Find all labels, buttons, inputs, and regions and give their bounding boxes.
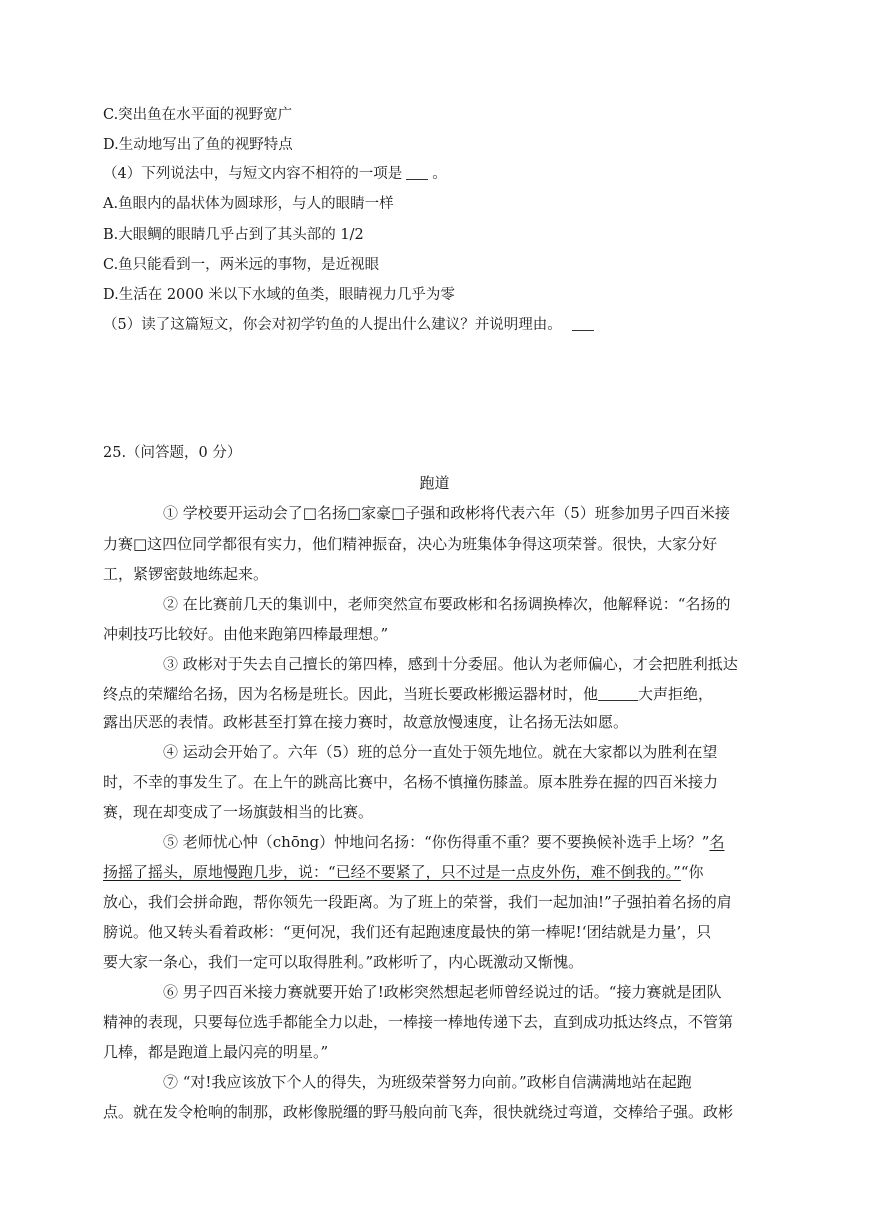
underlined-sentence: 扬摇了摇头，原地慢跑几步，说：“已经不要紧了，只不过是一点皮外伤，难不倒我的。” <box>103 863 681 881</box>
paragraph-7-line-1: ⑦ “对!我应该放下个人的得失，为班级荣誉努力向前。”政彬自信满满地站在起跑 <box>163 1073 692 1091</box>
paragraph-1-line-3: 工，紧锣密鼓地练起来。 <box>103 565 269 583</box>
option-a: A.鱼眼内的晶状体为圆球形，与人的眼睛一样 <box>103 196 394 212</box>
option-d: D.生动地写出了鱼的视野特点 <box>103 137 293 153</box>
paragraph-1-line-1: ① 学校要开运动会了□名扬□家豪□子强和政彬将代表六年（5）班参加男子四百米接 <box>163 504 730 522</box>
paragraph-4-line-3: 赛，现在却变成了一场旗鼓相当的比赛。 <box>103 803 374 821</box>
paragraph-5-line-1-a: ⑤ 老师忧心忡（chōng）忡地问名扬：“你伤得重不重？要不要换候补选手上场？” <box>163 833 710 851</box>
paragraph-1-line-2: 力赛□这四位同学都很有实力，他们精神振奋，决心为班集体争得这项荣誉。很快，大家分好 <box>103 535 718 553</box>
paragraph-5-line-2 <box>103 862 704 882</box>
paragraph-5-line-4: 膀说。他又转头看着政彬：“更何况，我们还有起跑速度最快的第一棒呢!‘团结就是力量’，只 <box>103 923 712 941</box>
option-c: C.突出鱼在水平面的视野宽广 <box>103 107 293 123</box>
paragraph-2-line-1: ② 在比赛前几天的集训中，老师突然宣布要政彬和名扬调换棒次，他解释说：“名扬的 <box>163 595 731 613</box>
paragraph-3-line-2-b: 大声拒绝， <box>638 685 714 703</box>
paragraph-4-line-1: ④ 运动会开始了。六年（5）班的总分一直处于领先地位。就在大家都以为胜利在望 <box>163 743 718 761</box>
paragraph-3-line-2-a: 终点的荣耀给名扬，因为名杨是班长。因此，当班长要政彬搬运器材时，他 <box>103 685 599 703</box>
paragraph-3-line-3: 露出厌恶的表情。政彬甚至打算在接力赛时，故意放慢速度，让名扬无法如愿。 <box>103 713 629 731</box>
answer-blank[interactable] <box>406 165 428 180</box>
paragraph-5-line-5: 要大家一条心，我们一定可以取得胜利。”政彬听了，内心既激动又惭愧。 <box>103 953 584 971</box>
passage-title: 跑道 <box>419 474 450 492</box>
paragraph-5-line-1 <box>163 832 724 852</box>
answer-blank[interactable] <box>572 316 594 331</box>
question-4 <box>103 164 447 184</box>
question-5 <box>103 315 598 335</box>
paragraph-3-line-1: ③ 政彬对于失去自己擅长的第四棒，感到十分委屈。他认为老师偏心，才会把胜利抵达 <box>163 655 738 673</box>
question-4-end: 。 <box>432 166 447 182</box>
option-b: B.大眼鲷的眼睛几乎占到了其头部的 1/2 <box>103 227 364 243</box>
paragraph-6-line-2: 精神的表现，只要每位选手都能全力以赴，一棒接一棒地传递下去，直到成功抵达终点，不管第 <box>103 1013 734 1031</box>
paragraph-5-line-3: 放心，我们会拼命跑，帮你领先一段距离。为了班上的荣誉，我们一起加油!”子强拍着名扬的肩 <box>103 893 732 911</box>
question-4-text: （4）下列说法中，与短文内容不相符的一项是 <box>103 166 403 182</box>
question-5-text: （5）读了这篇短文，你会对初学钓鱼的人提出什么建议？并说明理由。 <box>103 317 562 333</box>
underlined-sentence-start: 名 <box>709 833 725 851</box>
option-d2: D.生活在 2000 米以下水域的鱼类，眼睛视力几乎为零 <box>103 287 455 303</box>
paragraph-4-line-2: 时，不幸的事发生了。在上午的跳高比赛中，名杨不慎撞伤膝盖。原本胜券在握的四百米接力 <box>103 773 719 791</box>
paragraph-2-line-2: 冲刺技巧比较好。由他来跑第四棒最理想。” <box>103 625 389 643</box>
question-25-header: 25.（问答题，0 分） <box>103 445 242 461</box>
paragraph-5-line-2-b: “你 <box>680 863 704 881</box>
fill-in-blank[interactable] <box>598 686 638 701</box>
paragraph-7-line-2: 点。就在发令枪响的制那，政彬像脱缰的野马般向前飞奔，很快就绕过弯道，交棒给子强。政彬 <box>103 1103 734 1121</box>
option-c2: C.鱼只能看到一，两米远的事物，是近视眼 <box>103 257 380 273</box>
paragraph-6-line-3: 几棒，都是跑道上最闪亮的明星。” <box>103 1043 329 1061</box>
paragraph-3-line-2 <box>103 684 713 704</box>
paragraph-6-line-1: ⑥ 男子四百米接力赛就要开始了!政彬突然想起老师曾经说过的话。“接力赛就是团队 <box>163 983 722 1001</box>
